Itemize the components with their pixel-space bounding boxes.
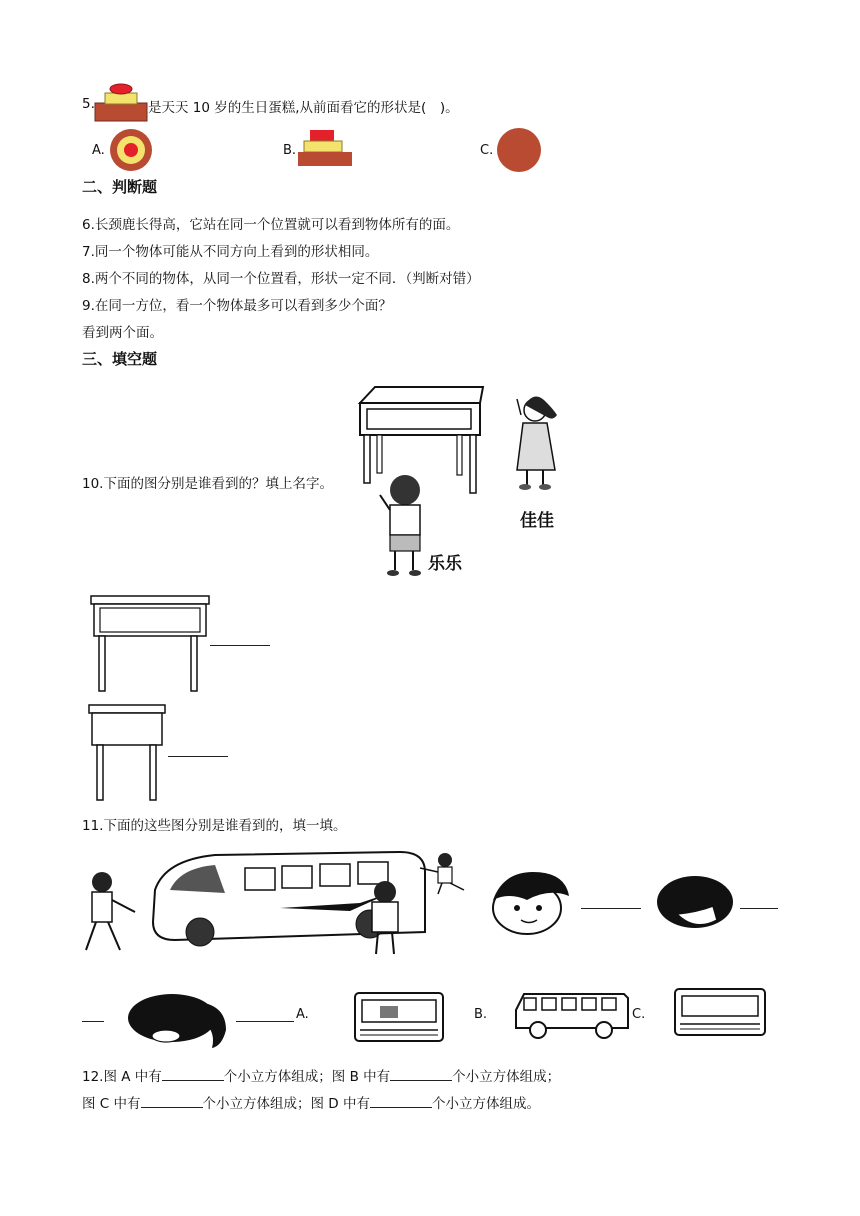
q10-answer-blank-2[interactable] <box>168 742 228 757</box>
q10-answer-blank-1[interactable] <box>210 631 270 646</box>
bus-back-view-a <box>354 992 446 1044</box>
q11-answer-blank-2[interactable] <box>740 894 778 909</box>
q12-part-5: 个小立方体组成；图 D 中有 <box>202 1096 370 1112</box>
q12-part-2: 个小立方体组成；图 B 中有 <box>223 1069 391 1085</box>
q12-blank-a[interactable] <box>162 1066 224 1081</box>
question-9-answer: 看到两个面。 <box>82 325 163 341</box>
q5-number: 5. <box>82 96 95 112</box>
name-jiajia: 佳佳 <box>520 511 554 531</box>
name-lele: 乐乐 <box>428 554 462 574</box>
q11-answer-blank-4[interactable] <box>236 1007 294 1022</box>
girl-head-back-view <box>126 990 230 1050</box>
q12-blank-c[interactable] <box>141 1093 203 1108</box>
option-b-label: B. <box>283 143 297 158</box>
q12-part-6: 个小立方体组成。 <box>432 1096 540 1112</box>
q11-answer-blank-1[interactable] <box>581 894 641 909</box>
option-a-label: A. <box>92 143 105 158</box>
cake-front-view-option-b <box>298 130 354 168</box>
desk-long-side-view <box>90 595 212 693</box>
boy-face-front-view <box>487 870 571 936</box>
boy-head-side-view <box>655 872 739 934</box>
option-c-label: C. <box>480 143 494 158</box>
q12-part-1: 12.图 A 中有 <box>82 1069 162 1085</box>
bus-side-view-b <box>514 990 630 1040</box>
q5-text: 是天天 10 岁的生日蛋糕,从前面看它的形状是( )。 <box>148 100 459 116</box>
question-7: 7.同一个物体可能从不同方向上看到的形状相同。 <box>82 244 379 260</box>
question-11: 11.下面的这些图分别是谁看到的，填一填。 <box>82 818 347 834</box>
q11-answer-blank-3[interactable] <box>82 1007 104 1022</box>
cake-top-view-option-a <box>108 127 154 173</box>
q11-label-a: A. <box>296 1007 309 1022</box>
bus-scene-illustration <box>80 850 480 960</box>
section-3-title: 三、填空题 <box>82 350 158 368</box>
desk-scene-illustration <box>355 385 585 580</box>
question-12-line-1 <box>82 1065 560 1085</box>
q12-blank-d[interactable] <box>370 1093 432 1108</box>
q12-blank-b[interactable] <box>390 1066 452 1081</box>
q12-part-4: 图 C 中有 <box>82 1096 141 1112</box>
desk-short-side-view <box>88 704 168 802</box>
section-2-title: 二、判断题 <box>82 178 158 196</box>
question-6: 6.长颈鹿长得高，它站在同一个位置就可以看到物体所有的面。 <box>82 217 460 233</box>
question-10: 10.下面的图分别是谁看到的？填上名字。 <box>82 476 333 492</box>
bus-front-view-c <box>674 988 768 1038</box>
q12-part-3: 个小立方体组成； <box>452 1069 561 1085</box>
question-12-line-2 <box>82 1092 540 1112</box>
q11-label-c: C. <box>632 1007 646 1022</box>
question-9: 9.在同一方位，看一个物体最多可以看到多少个面？ <box>82 298 392 314</box>
q11-label-b: B. <box>474 1007 488 1022</box>
cake-circle-option-c <box>496 127 542 173</box>
cake-icon <box>93 83 149 123</box>
question-8: 8.两个不同的物体，从同一个位置看，形状一定不同．（判断对错） <box>82 271 480 287</box>
